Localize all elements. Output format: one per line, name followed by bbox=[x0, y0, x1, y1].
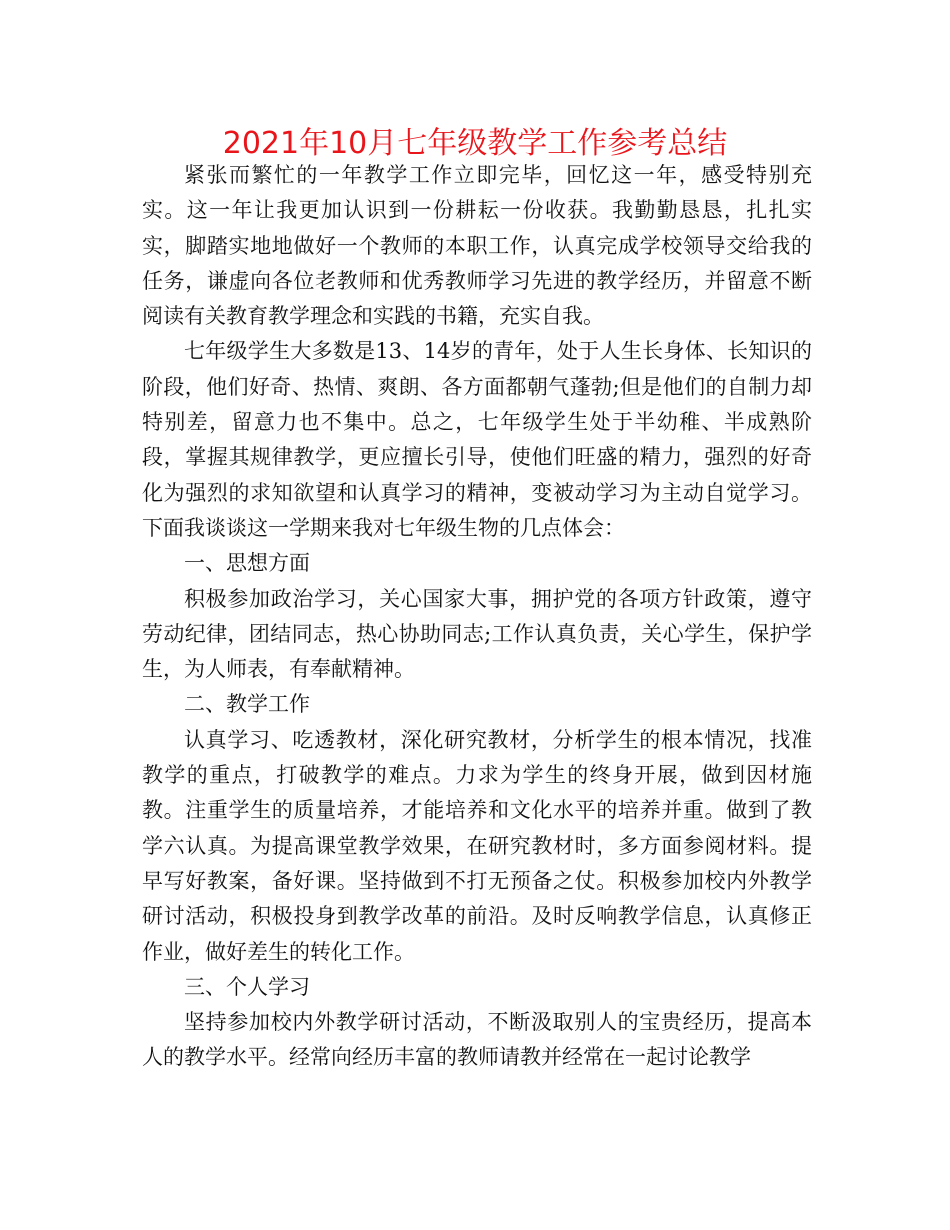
section-heading-study: 三、个人学习 bbox=[184, 974, 310, 999]
section-heading-teaching: 二、教学工作 bbox=[184, 692, 310, 717]
paragraph-thought: 积极参加政治学习，关心国家大事，拥护党的各项方针政策，遵守劳动纪律，团结同志，热心协助同志;工作认真负责，关心学生，保护学生，为人师表，有奉献精神。 bbox=[142, 586, 812, 682]
paragraph-teaching: 认真学习、吃透教材，深化研究教材，分析学生的根本情况，找准教学的重点，打破教学的难点。力求为学生的终身开展，做到因材施教。注重学生的质量培养，才能培养和文化水平的培养并重。做到了教学六认真。为提高课堂教学效果，在研究教材时，多方面参阅材料。提早写好教案，备好课。坚持做到不打无预备之仗。积极参加校内外教学研讨活动，积极投身到教学改革的前沿。及时反响教学信息，认真修正作业，做好差生的转化工作。 bbox=[142, 727, 812, 964]
paragraph-intro: 紧张而繁忙的一年教学工作立即完毕，回忆这一年，感受特别充实。这一年让我更加认识到一份耕耘一份收获。我勤勤恳恳，扎扎实实，脚踏实地地做好一个教师的本职工作，认真完成学校领导交给我的任务，谦虚向各位老教师和优秀教师学习先进的教学经历，并留意不断阅读有关教育教学理念和实践的书籍，充实自我。 bbox=[142, 163, 812, 329]
document-title: 2021年10月七年级教学工作参考总结 bbox=[222, 126, 728, 161]
document-body bbox=[142, 158, 812, 1076]
paragraph-study: 坚持参加校内外教学研讨活动，不断汲取别人的宝贵经历，提高本人的教学水平。经常向经历丰富的教师请教并经常在一起讨论教学 bbox=[142, 1010, 812, 1070]
section-heading-thought: 一、思想方面 bbox=[184, 551, 310, 576]
paragraph-students: 七年级学生大多数是13、14岁的青年，处于人生长身体、长知识的阶段，他们好奇、热情、爽朗、各方面都朝气蓬勃;但是他们的自制力却特别差，留意力也不集中。总之，七年级学生处于半幼稚、半成熟阶段，掌握其规律教学，更应擅长引导，使他们旺盛的精力，强烈的好奇化为强烈的求知欲望和认真学习的精神，变被动学习为主动自觉学习。下面我谈谈这一学期来我对七年级生物的几点体会： bbox=[142, 339, 812, 540]
